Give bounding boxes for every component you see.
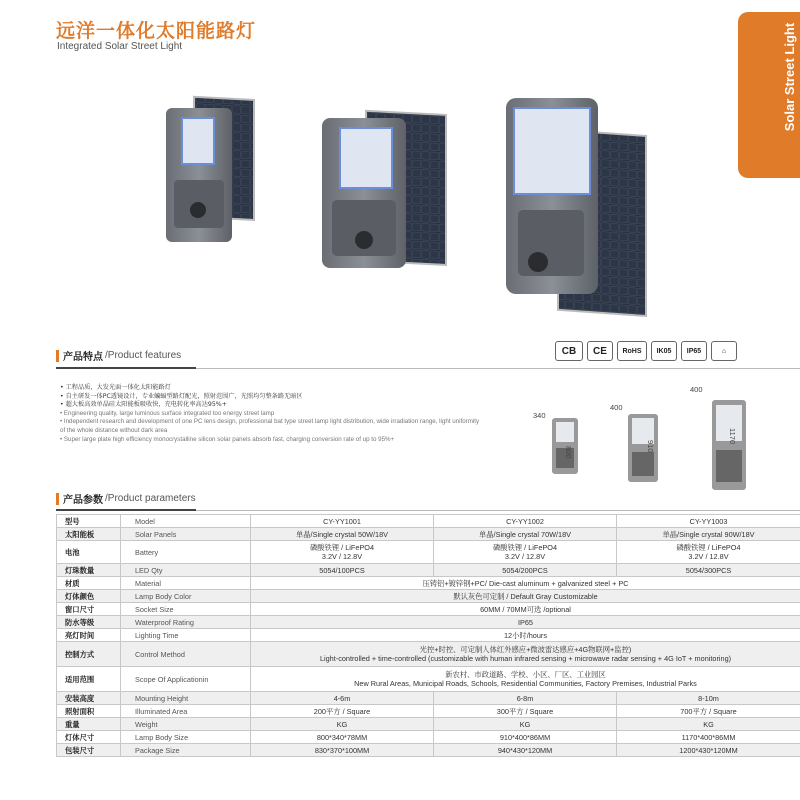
- param-value: 4-6m: [251, 692, 434, 705]
- features-heading-cn: 产品特点: [63, 352, 103, 363]
- dim-height-3: 1170: [728, 428, 737, 445]
- param-label-en: Lamp Body Size: [121, 731, 251, 744]
- param-value: 默认灰色可定制 / Default Gray Customizable: [251, 590, 800, 603]
- param-label-en: Lighting Time: [121, 629, 251, 642]
- param-value: 200平方 / Square: [251, 705, 434, 718]
- param-value: 5054/200PCS: [434, 564, 617, 577]
- param-value: 8-10m: [617, 692, 800, 705]
- lamp-large: [506, 98, 646, 316]
- param-value: 单晶/Single crystal 50W/18V: [251, 528, 434, 541]
- table-row: [57, 642, 800, 667]
- table-row: [57, 541, 800, 564]
- lamp-medium: [322, 111, 446, 268]
- ik05-icon: IK05: [651, 341, 677, 361]
- home-icon: ⌂: [711, 341, 737, 361]
- page-subtitle: Integrated Solar Street Light: [57, 41, 183, 52]
- table-row: [57, 564, 800, 577]
- param-label-cn: 安装高度: [57, 692, 121, 705]
- params-heading: [56, 491, 196, 506]
- param-value: 5054/100PCS: [251, 564, 434, 577]
- param-label-en: Model: [121, 515, 251, 528]
- lamp-small: [166, 97, 254, 242]
- param-label-cn: 适用范围: [57, 667, 121, 692]
- param-label-en: Scope Of Applicationin: [121, 667, 251, 692]
- param-value: 830*370*100MM: [251, 744, 434, 757]
- side-tab-label: Solar Street Light: [781, 22, 797, 132]
- param-label-cn: 灯珠数量: [57, 564, 121, 577]
- param-label-en: Material: [121, 577, 251, 590]
- param-value: 新农村、市政道路、学校、小区、厂区、工业园区 New Rural Areas, Municipal Roads, Schools, Residential Communities, Factory Premises, Industrial Parks: [251, 667, 800, 692]
- feature-line: • 自主研发一体PC透镜设计，专业蝙蝠型路灯配光，照射范围广，光照均匀整条路无暗区: [60, 393, 480, 402]
- heading-bar: [56, 493, 59, 505]
- product-image: [160, 92, 650, 332]
- param-value: KG: [617, 718, 800, 731]
- table-row: [57, 667, 800, 692]
- param-label-cn: 灯体尺寸: [57, 731, 121, 744]
- param-value: 磷酸铁锂 / LiFePO4 3.2V / 12.8V: [434, 541, 617, 564]
- param-label-cn: 包装尺寸: [57, 744, 121, 757]
- features-list: [60, 384, 480, 444]
- param-value: 940*430*120MM: [434, 744, 617, 757]
- table-row: [57, 629, 800, 642]
- param-label-en: Lamp Body Color: [121, 590, 251, 603]
- table-row: [57, 744, 800, 757]
- params-heading-en: /Product parameters: [105, 493, 196, 504]
- params-table: [56, 514, 800, 757]
- param-label-cn: 材质: [57, 577, 121, 590]
- rohs-icon: RoHS: [617, 341, 647, 361]
- param-value: CY-YY1001: [251, 515, 434, 528]
- feature-line: • 超大板高效单晶硅太阳能板吸收快，充电转化率高达95%+: [60, 401, 480, 410]
- param-value: 磷酸铁锂 / LiFePO4 3.2V / 12.8V: [251, 541, 434, 564]
- param-value: 60MM / 70MM可选 /optional: [251, 603, 800, 616]
- table-row: [57, 718, 800, 731]
- param-label-en: Mounting Height: [121, 692, 251, 705]
- param-value: 700平方 / Square: [617, 705, 800, 718]
- param-label-cn: 防水等级: [57, 616, 121, 629]
- param-value: 300平方 / Square: [434, 705, 617, 718]
- cb-icon: CB: [555, 341, 583, 361]
- param-value: 6-8m: [434, 692, 617, 705]
- param-value: KG: [251, 718, 434, 731]
- param-value: KG: [434, 718, 617, 731]
- param-label-en: Solar Panels: [121, 528, 251, 541]
- dim-width-1: 340: [533, 411, 546, 420]
- ip65-icon: IP65: [681, 341, 707, 361]
- param-value: CY-YY1003: [617, 515, 800, 528]
- table-row: [57, 731, 800, 744]
- param-value: IP65: [251, 616, 800, 629]
- param-label-en: Illuminated Area: [121, 705, 251, 718]
- features-divider: [56, 368, 800, 369]
- param-label-cn: 亮灯时间: [57, 629, 121, 642]
- side-tab: [738, 12, 800, 178]
- certification-icons: [555, 341, 737, 361]
- param-value: 910*400*86MM: [434, 731, 617, 744]
- page-title: 远洋一体化太阳能路灯: [56, 20, 257, 42]
- param-label-cn: 照射面积: [57, 705, 121, 718]
- table-row: [57, 616, 800, 629]
- param-label-en: LED Qty: [121, 564, 251, 577]
- param-value: CY-YY1002: [434, 515, 617, 528]
- table-row: [57, 515, 800, 528]
- param-value: 单晶/Single crystal 70W/18V: [434, 528, 617, 541]
- table-row: [57, 577, 800, 590]
- param-value: 5054/300PCS: [617, 564, 800, 577]
- feature-line: • Engineering quality, large luminous surface integrated too energy street lamp: [60, 410, 480, 419]
- feature-line: • Independent research and development of one PC lens design, professional bat type street lamp light distribution, wide irradiation range, light uniformity of the whole distance without dark area: [60, 418, 480, 435]
- param-value: 1170*400*86MM: [617, 731, 800, 744]
- table-row: [57, 603, 800, 616]
- feature-line: • 工程品质，大发光面一体化太阳能路灯: [60, 384, 480, 393]
- param-value: 光控+时控、可定制人体红外感应+微波雷达感应+4G物联网+监控) Light-controlled + time-controlled (customizable with human infrared sensing + microwave radar sensing + 4G IoT + monitoring): [251, 642, 800, 667]
- param-label-en: Battery: [121, 541, 251, 564]
- param-value: 压铸铝+镀锌钢+PC/ Die-cast aluminum + galvanized steel + PC: [251, 577, 800, 590]
- param-label-cn: 重量: [57, 718, 121, 731]
- dim-width-3: 400: [690, 385, 703, 394]
- table-row: [57, 705, 800, 718]
- param-value: 1200*430*120MM: [617, 744, 800, 757]
- param-label-cn: 型号: [57, 515, 121, 528]
- dim-width-2: 400: [610, 403, 623, 412]
- param-label-cn: 太阳能板: [57, 528, 121, 541]
- param-label-cn: 控制方式: [57, 642, 121, 667]
- param-value: 磷酸铁锂 / LiFePO4 3.2V / 12.8V: [617, 541, 800, 564]
- param-label-en: Waterproof Rating: [121, 616, 251, 629]
- dim-drawing-large: [712, 400, 746, 490]
- param-label-en: Package Size: [121, 744, 251, 757]
- dim-height-2: 910: [646, 440, 655, 453]
- param-label-cn: 窗口尺寸: [57, 603, 121, 616]
- table-row: [57, 528, 800, 541]
- param-label-cn: 灯体颜色: [57, 590, 121, 603]
- dim-height-1: 800: [564, 446, 573, 459]
- ce-icon: CE: [587, 341, 613, 361]
- param-value: 单晶/Single crystal 90W/18V: [617, 528, 800, 541]
- heading-bar: [56, 350, 59, 362]
- param-label-en: Weight: [121, 718, 251, 731]
- param-label-cn: 电池: [57, 541, 121, 564]
- param-label-en: Socket Size: [121, 603, 251, 616]
- feature-line: • Super large plate high efficiency monocrystalline silicon solar panels absorb fast, charging conversion rate of up to 95%+: [60, 436, 480, 445]
- table-row: [57, 590, 800, 603]
- param-value: 12小时/hours: [251, 629, 800, 642]
- features-heading-en: /Product features: [105, 350, 182, 361]
- params-divider: [56, 510, 800, 511]
- param-value: 800*340*78MM: [251, 731, 434, 744]
- table-row: [57, 692, 800, 705]
- params-heading-cn: 产品参数: [63, 495, 103, 506]
- param-label-en: Control Method: [121, 642, 251, 667]
- dimension-drawings: [520, 396, 760, 496]
- features-heading: [56, 348, 181, 363]
